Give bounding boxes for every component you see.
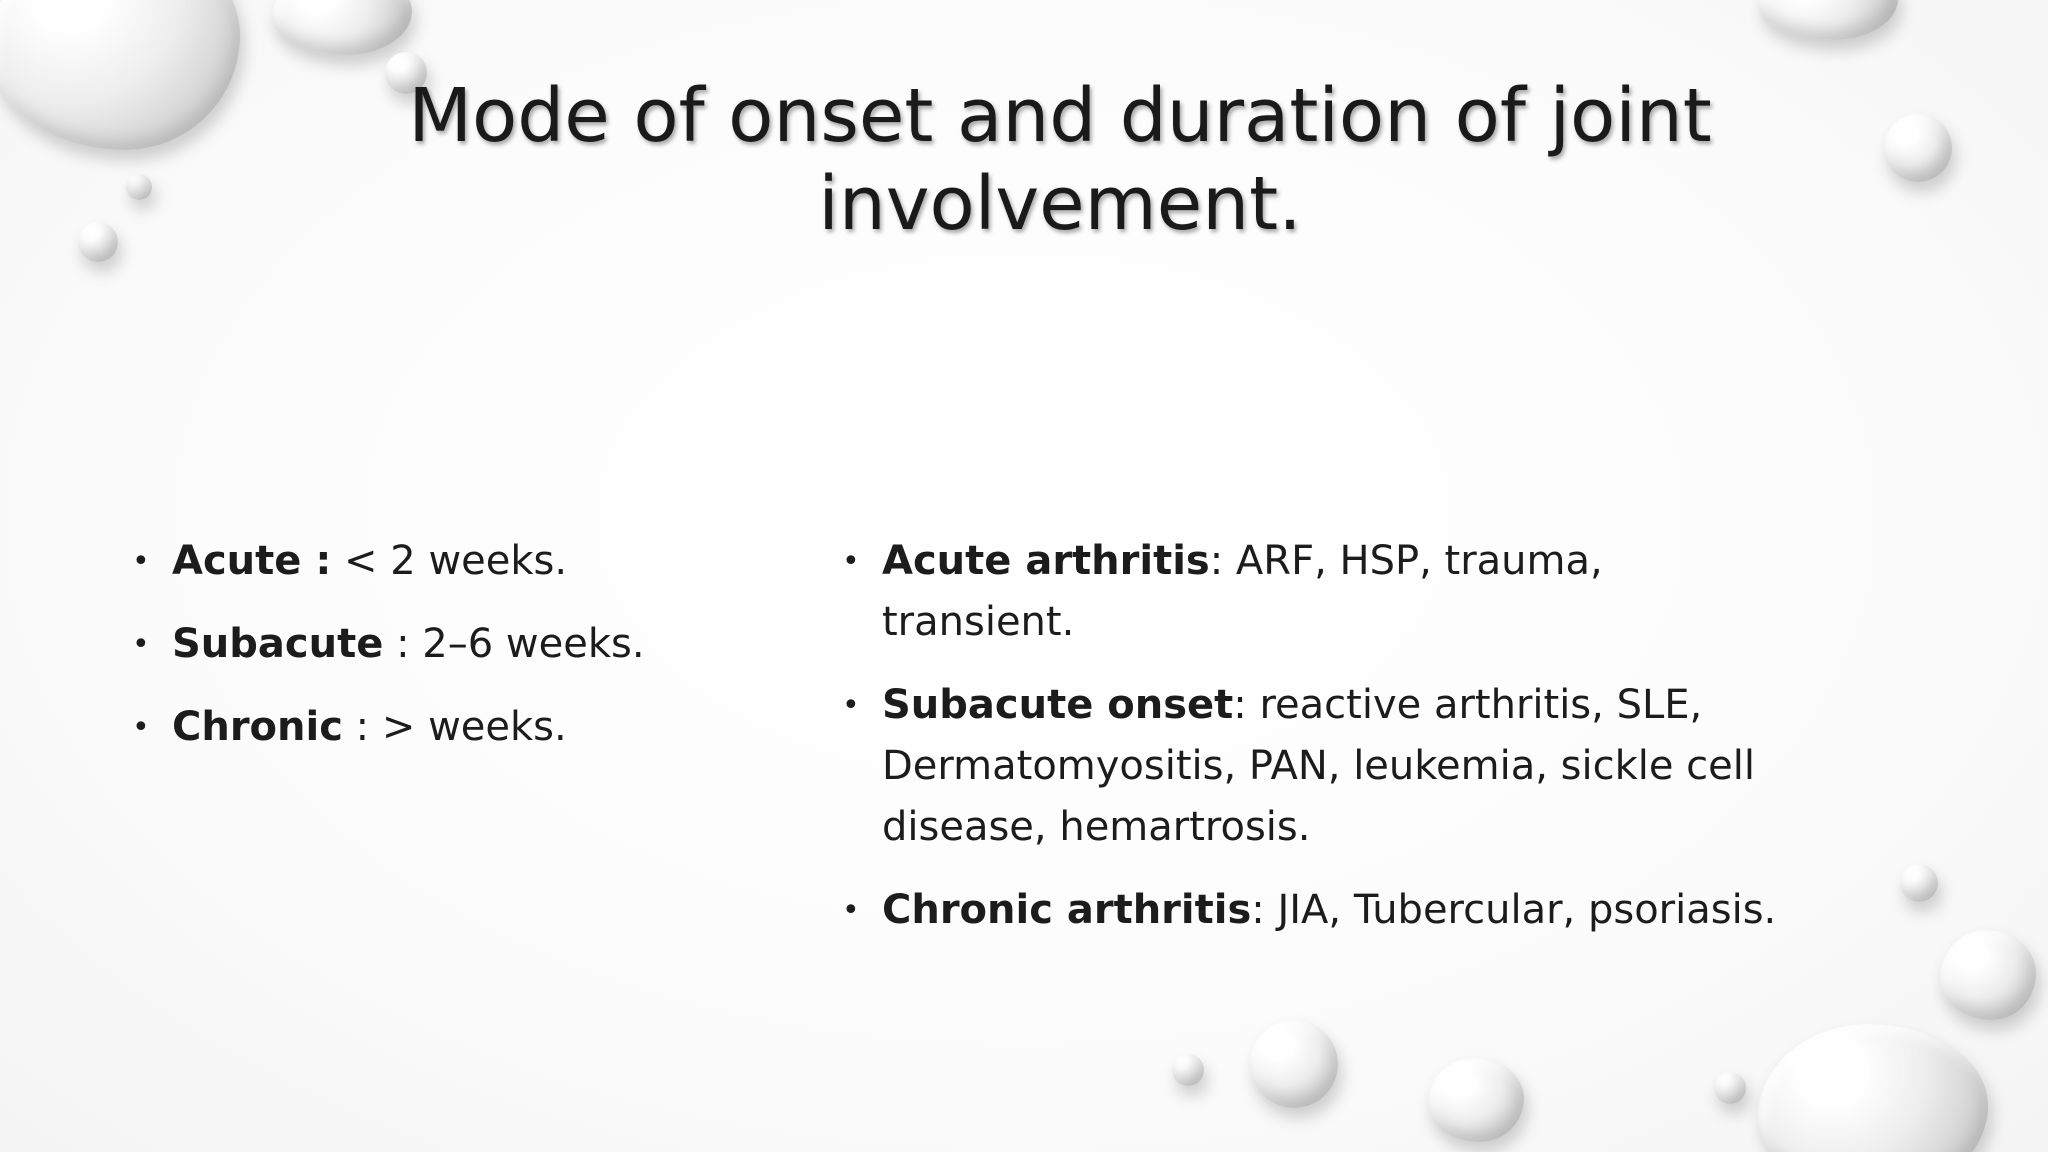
list-item xyxy=(842,531,1802,653)
conditions-list xyxy=(842,531,1802,963)
water-drop-decoration xyxy=(126,174,152,200)
list-item xyxy=(842,675,1802,858)
item-text: < 2 weeks. xyxy=(331,538,568,584)
item-text: : 2–6 weeks. xyxy=(383,621,645,667)
water-drop-decoration xyxy=(1250,1020,1338,1108)
list-item xyxy=(132,697,772,758)
water-drop-decoration xyxy=(1900,864,1938,902)
water-drop-decoration xyxy=(78,222,118,262)
bullet-icon: • xyxy=(842,893,860,928)
item-term: Subacute xyxy=(172,621,384,667)
item-text: : reactive arthritis, SLE, Dermatomyositis, PAN, leukemia, sickle cell disease, hemartrosis. xyxy=(882,682,1756,850)
item-term: Acute : xyxy=(172,538,332,584)
list-item xyxy=(842,880,1802,941)
water-drop-decoration xyxy=(1172,1054,1204,1086)
bullet-icon: • xyxy=(132,544,150,579)
water-drop-decoration xyxy=(0,0,240,150)
item-text: : ARF, HSP, trauma, transient. xyxy=(882,538,1603,645)
water-drop-decoration xyxy=(1428,1058,1524,1142)
list-item xyxy=(132,614,772,675)
water-drop-decoration xyxy=(1758,0,1898,40)
bullet-icon: • xyxy=(132,710,150,745)
water-drop-decoration xyxy=(1758,1024,1988,1152)
slide-title: Mode of onset and duration of joint involvement. xyxy=(408,73,1712,247)
list-item xyxy=(132,531,772,592)
bullet-icon: • xyxy=(842,544,860,579)
item-term: Chronic xyxy=(172,704,343,750)
item-term: Chronic arthritis xyxy=(882,887,1252,933)
water-drop-decoration xyxy=(1884,114,1952,182)
duration-list xyxy=(132,531,772,780)
water-drop-decoration xyxy=(1940,930,2036,1020)
item-term: Subacute onset xyxy=(882,682,1234,728)
item-text: : JIA, Tubercular, psoriasis. xyxy=(1251,887,1777,933)
bullet-icon: • xyxy=(132,627,150,662)
water-drop-decoration xyxy=(272,0,412,55)
bullet-icon: • xyxy=(842,688,860,723)
water-drop-decoration xyxy=(1714,1072,1746,1104)
item-term: Acute arthritis xyxy=(882,538,1210,584)
item-text: : > weeks. xyxy=(342,704,567,750)
